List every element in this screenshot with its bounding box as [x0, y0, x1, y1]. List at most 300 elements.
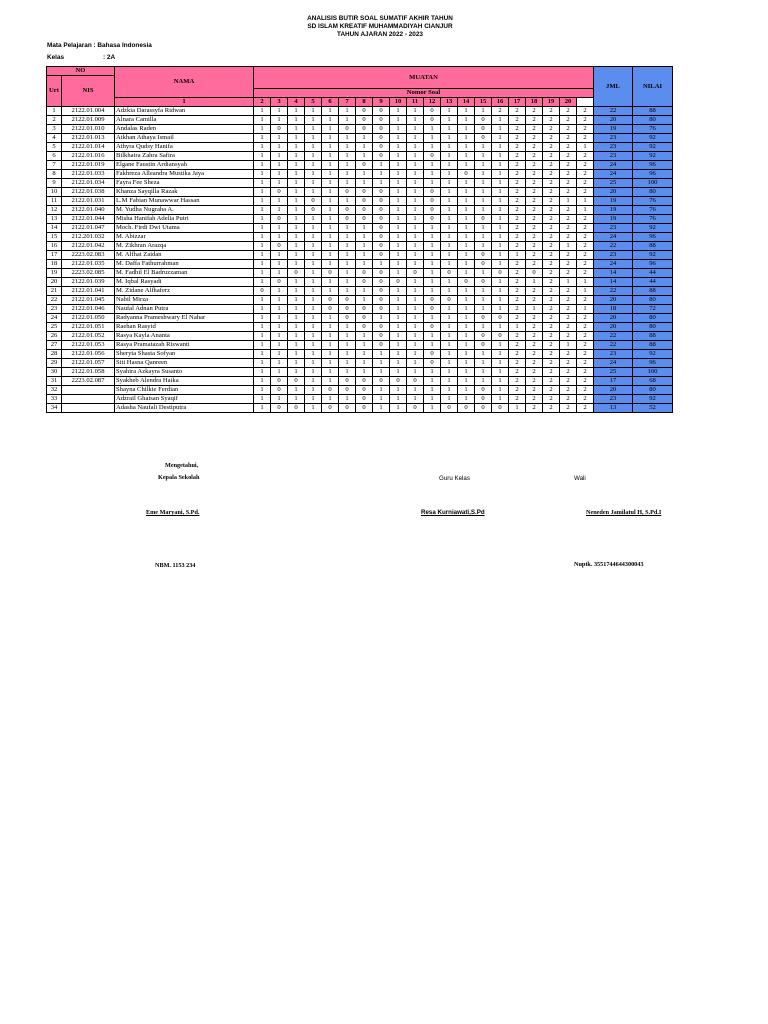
cell-score-q9: 1	[390, 197, 407, 206]
cell-score-q14: 1	[475, 269, 492, 278]
question-number-row	[47, 98, 673, 107]
cell-score-q2: 1	[271, 116, 288, 125]
cell-score-q10: 1	[407, 305, 424, 314]
cell-score-q14: 0	[475, 278, 492, 287]
cell-score-q16: 2	[509, 287, 526, 296]
cell-score-q15: 1	[492, 323, 509, 332]
cell-score-q11: 1	[424, 368, 441, 377]
cell-score-q5: 1	[322, 233, 339, 242]
cell-score-q9: 1	[390, 206, 407, 215]
cell-nis: 2122.01.051	[62, 323, 115, 332]
cell-score-q9: 1	[390, 260, 407, 269]
cell-score-q17: 2	[526, 116, 543, 125]
cell-score-q18: 2	[543, 179, 560, 188]
cell-score-q15: 1	[492, 197, 509, 206]
cell-score-q10: 1	[407, 170, 424, 179]
cell-nama: Andalas Raden	[115, 125, 254, 134]
cell-score-q10: 1	[407, 215, 424, 224]
cell-score-q17: 2	[526, 332, 543, 341]
cell-score-q11: 0	[424, 107, 441, 116]
cell-score-q1: 1	[254, 386, 271, 395]
cell-urt: 28	[47, 350, 62, 359]
table-row	[47, 206, 673, 215]
cell-score-q16: 2	[509, 224, 526, 233]
table-row	[47, 251, 673, 260]
cell-score-q18: 2	[543, 242, 560, 251]
cell-score-q6: 0	[339, 206, 356, 215]
cell-nis: 2223.02.085	[62, 269, 115, 278]
cell-score-q6: 1	[339, 332, 356, 341]
cell-score-q18: 2	[543, 359, 560, 368]
question-number-18: 18	[526, 98, 543, 107]
cell-score-q17: 2	[526, 170, 543, 179]
cell-score-q9: 1	[390, 287, 407, 296]
cell-score-q13: 1	[458, 242, 475, 251]
cell-score-q9: 1	[390, 314, 407, 323]
cell-score-q5: 1	[322, 359, 339, 368]
cell-score-q15: 1	[492, 386, 509, 395]
question-number-11: 11	[407, 98, 424, 107]
col-urt-header: Urt	[47, 76, 62, 107]
cell-score-q7: 0	[356, 188, 373, 197]
cell-score-q2: 1	[271, 170, 288, 179]
cell-score-q13: 1	[458, 395, 475, 404]
cell-jml: 24	[594, 359, 633, 368]
cell-score-q4: 1	[305, 215, 322, 224]
cell-score-q6: 1	[339, 251, 356, 260]
cell-score-q5: 1	[322, 197, 339, 206]
cell-score-q3: 0	[288, 404, 305, 413]
cell-score-q10: 0	[407, 404, 424, 413]
cell-score-q10: 1	[407, 386, 424, 395]
cell-score-q10: 1	[407, 188, 424, 197]
cell-score-q13: 1	[458, 188, 475, 197]
cell-score-q7: 0	[356, 305, 373, 314]
cell-score-q18: 2	[543, 305, 560, 314]
cell-score-q16: 2	[509, 305, 526, 314]
cell-score-q17: 2	[526, 287, 543, 296]
cell-score-q8: 0	[373, 287, 390, 296]
cell-score-q6: 1	[339, 134, 356, 143]
cell-score-q17: 2	[526, 368, 543, 377]
cell-nama: M. Alfhat Zaidan	[115, 251, 254, 260]
cell-nis: 2122.01.016	[62, 152, 115, 161]
cell-score-q13: 1	[458, 350, 475, 359]
cell-score-q15: 1	[492, 152, 509, 161]
cell-score-q16: 1	[509, 404, 526, 413]
cell-score-q15: 1	[492, 341, 509, 350]
cell-nama: Misha Hanifah Adelia Putri	[115, 215, 254, 224]
cell-nama: Naufal Adnan Putra	[115, 305, 254, 314]
cell-score-q5: 1	[322, 368, 339, 377]
question-number-13: 13	[441, 98, 458, 107]
cell-score-q20: 2	[577, 107, 594, 116]
cell-score-q9: 0	[390, 278, 407, 287]
cell-nis: 2223.02.083	[62, 251, 115, 260]
cell-score-q20: 2	[577, 404, 594, 413]
cell-score-q14: 1	[475, 287, 492, 296]
cell-score-q12: 1	[441, 305, 458, 314]
cell-score-q14: 1	[475, 197, 492, 206]
cell-score-q4: 1	[305, 161, 322, 170]
cell-nis: 2122.01.019	[62, 161, 115, 170]
table-row	[47, 242, 673, 251]
cell-score-q5: 1	[322, 116, 339, 125]
cell-score-q13: 1	[458, 215, 475, 224]
cell-score-q8: 0	[373, 107, 390, 116]
cell-score-q6: 1	[339, 170, 356, 179]
cell-score-q5: 1	[322, 170, 339, 179]
cell-score-q1: 1	[254, 377, 271, 386]
cell-score-q8: 0	[373, 116, 390, 125]
title-line-2: SD ISLAM KREATIF MUHAMMADIYAH CIANJUR	[307, 23, 453, 30]
cell-score-q7: 0	[356, 116, 373, 125]
cell-score-q9: 1	[390, 350, 407, 359]
cell-score-q3: 1	[288, 368, 305, 377]
cell-nis: 2122.01.057	[62, 359, 115, 368]
cell-score-q2: 0	[271, 125, 288, 134]
cell-score-q17: 2	[526, 107, 543, 116]
cell-score-q1: 1	[254, 233, 271, 242]
cell-score-q19: 2	[560, 188, 577, 197]
cell-score-q3: 1	[288, 350, 305, 359]
cell-nilai: 88	[633, 287, 673, 296]
cell-urt: 20	[47, 278, 62, 287]
cell-score-q15: 1	[492, 350, 509, 359]
cell-score-q4: 1	[305, 287, 322, 296]
cell-score-q17: 2	[526, 251, 543, 260]
cell-score-q12: 1	[441, 287, 458, 296]
cell-score-q10: 1	[407, 197, 424, 206]
cell-score-q16: 2	[509, 188, 526, 197]
cell-score-q12: 1	[441, 377, 458, 386]
cell-score-q10: 1	[407, 251, 424, 260]
cell-score-q7: 1	[356, 170, 373, 179]
cell-score-q1: 1	[254, 350, 271, 359]
cell-score-q18: 2	[543, 368, 560, 377]
cell-score-q12: 1	[441, 395, 458, 404]
cell-score-q8: 1	[373, 395, 390, 404]
cell-score-q17: 2	[526, 242, 543, 251]
cell-score-q18: 2	[543, 206, 560, 215]
cell-score-q3: 1	[288, 161, 305, 170]
cell-score-q9: 1	[390, 143, 407, 152]
cell-score-q5: 1	[322, 341, 339, 350]
cell-score-q10: 1	[407, 161, 424, 170]
cell-nis	[62, 386, 115, 395]
cell-score-q5: 1	[322, 224, 339, 233]
cell-score-q13: 0	[458, 278, 475, 287]
cell-score-q17: 2	[526, 215, 543, 224]
cell-score-q16: 1	[509, 323, 526, 332]
cell-score-q3: 1	[288, 386, 305, 395]
cell-score-q10: 1	[407, 296, 424, 305]
cell-score-q3: 1	[288, 341, 305, 350]
cell-nilai: 92	[633, 134, 673, 143]
cell-score-q7: 0	[356, 314, 373, 323]
cell-score-q7: 0	[356, 125, 373, 134]
cell-score-q11: 1	[424, 251, 441, 260]
cell-score-q11: 0	[424, 296, 441, 305]
cell-score-q1: 1	[254, 269, 271, 278]
cell-score-q13: 1	[458, 323, 475, 332]
cell-nilai: 76	[633, 125, 673, 134]
cell-score-q19: 2	[560, 215, 577, 224]
cell-score-q4: 1	[305, 386, 322, 395]
cell-score-q8: 0	[373, 134, 390, 143]
cell-score-q19: 2	[560, 233, 577, 242]
cell-nis: 2122.01.056	[62, 350, 115, 359]
cell-score-q11: 1	[424, 404, 441, 413]
cell-score-q11: 1	[424, 170, 441, 179]
cell-score-q9: 1	[390, 395, 407, 404]
cell-score-q11: 0	[424, 188, 441, 197]
cell-score-q13: 1	[458, 107, 475, 116]
cell-score-q15: 1	[492, 134, 509, 143]
question-number-17: 17	[509, 98, 526, 107]
cell-score-q2: 1	[271, 179, 288, 188]
cell-score-q15: 1	[492, 116, 509, 125]
cell-score-q17: 2	[526, 341, 543, 350]
table-row	[47, 107, 673, 116]
cell-score-q3: 1	[288, 224, 305, 233]
cell-score-q2: 1	[271, 314, 288, 323]
cell-nilai: 76	[633, 206, 673, 215]
cell-jml: 24	[594, 260, 633, 269]
cell-score-q14: 0	[475, 116, 492, 125]
cell-score-q14: 1	[475, 170, 492, 179]
cell-nilai: 100	[633, 368, 673, 377]
cell-score-q8: 1	[373, 386, 390, 395]
cell-jml: 23	[594, 143, 633, 152]
cell-score-q2: 1	[271, 197, 288, 206]
cell-score-q7: 1	[356, 359, 373, 368]
cell-urt: 24	[47, 314, 62, 323]
cell-score-q18: 2	[543, 107, 560, 116]
cell-score-q17: 2	[526, 179, 543, 188]
cell-score-q7: 1	[356, 179, 373, 188]
cell-score-q20: 1	[577, 143, 594, 152]
cell-nilai: 88	[633, 242, 673, 251]
table-row	[47, 161, 673, 170]
cell-score-q14: 0	[475, 332, 492, 341]
cell-score-q3: 1	[288, 359, 305, 368]
cell-score-q3: 1	[288, 143, 305, 152]
cell-score-q16: 2	[509, 341, 526, 350]
cell-jml: 22	[594, 287, 633, 296]
table-row	[47, 260, 673, 269]
table-row	[47, 278, 673, 287]
cell-score-q20: 2	[577, 152, 594, 161]
cell-score-q16: 2	[509, 215, 526, 224]
cell-nama: Shayna Chilkie Ferdian	[115, 386, 254, 395]
cell-score-q5: 0	[322, 269, 339, 278]
cell-score-q9: 1	[390, 107, 407, 116]
cell-score-q6: 0	[339, 314, 356, 323]
cell-score-q11: 0	[424, 206, 441, 215]
cell-score-q16: 2	[509, 125, 526, 134]
cell-urt: 4	[47, 134, 62, 143]
cell-urt: 33	[47, 395, 62, 404]
cell-score-q11: 1	[424, 341, 441, 350]
cell-score-q1: 1	[254, 332, 271, 341]
cell-score-q7: 1	[356, 134, 373, 143]
cell-score-q2: 1	[271, 224, 288, 233]
cell-score-q9: 1	[390, 359, 407, 368]
cell-jml: 20	[594, 386, 633, 395]
cell-score-q4: 0	[305, 197, 322, 206]
nuptk-number: Nuptk. 3551744644300043	[574, 561, 644, 568]
cell-score-q3: 1	[288, 107, 305, 116]
cell-score-q17: 2	[526, 233, 543, 242]
cell-nilai: 96	[633, 359, 673, 368]
cell-urt: 17	[47, 251, 62, 260]
cell-score-q17: 2	[526, 359, 543, 368]
cell-score-q5: 1	[322, 206, 339, 215]
cell-score-q19: 2	[560, 314, 577, 323]
cell-score-q16: 2	[509, 107, 526, 116]
cell-score-q16: 2	[509, 368, 526, 377]
cell-score-q3: 1	[288, 116, 305, 125]
cell-score-q9: 1	[390, 368, 407, 377]
cell-score-q5: 0	[322, 404, 339, 413]
cell-jml: 20	[594, 296, 633, 305]
cell-score-q18: 2	[543, 125, 560, 134]
cell-score-q5: 1	[322, 332, 339, 341]
cell-score-q20: 2	[577, 323, 594, 332]
cell-nilai: 80	[633, 116, 673, 125]
table-row	[47, 395, 673, 404]
cell-score-q15: 1	[492, 161, 509, 170]
cell-nilai: 44	[633, 278, 673, 287]
cell-score-q3: 0	[288, 377, 305, 386]
cell-score-q1: 1	[254, 359, 271, 368]
cell-score-q11: 0	[424, 152, 441, 161]
cell-score-q19: 2	[560, 179, 577, 188]
cell-score-q14: 1	[475, 350, 492, 359]
cell-score-q4: 1	[305, 233, 322, 242]
cell-score-q20: 1	[577, 287, 594, 296]
cell-score-q19: 2	[560, 143, 577, 152]
cell-score-q19: 2	[560, 116, 577, 125]
cell-nis	[62, 395, 115, 404]
col-nis-header: NIS	[62, 76, 115, 107]
cell-score-q2: 0	[271, 215, 288, 224]
cell-score-q5: 1	[322, 323, 339, 332]
cell-score-q4: 1	[305, 170, 322, 179]
cell-score-q8: 0	[373, 305, 390, 314]
cell-score-q12: 1	[441, 125, 458, 134]
cell-score-q8: 0	[373, 341, 390, 350]
cell-score-q4: 1	[305, 296, 322, 305]
cell-score-q16: 2	[509, 206, 526, 215]
cell-score-q19: 2	[560, 161, 577, 170]
cell-score-q3: 1	[288, 170, 305, 179]
cell-score-q11: 1	[424, 314, 441, 323]
cell-score-q10: 1	[407, 287, 424, 296]
cell-jml: 23	[594, 224, 633, 233]
cell-jml: 25	[594, 179, 633, 188]
cell-score-q8: 0	[373, 197, 390, 206]
cell-score-q11: 1	[424, 377, 441, 386]
cell-nis: 2122.01.046	[62, 305, 115, 314]
cell-nilai: 52	[633, 404, 673, 413]
cell-score-q4: 1	[305, 350, 322, 359]
cell-score-q13: 1	[458, 341, 475, 350]
cell-score-q6: 1	[339, 233, 356, 242]
question-number-4: 4	[288, 98, 305, 107]
cell-score-q12: 1	[441, 134, 458, 143]
cell-score-q19: 2	[560, 359, 577, 368]
cell-jml: 23	[594, 395, 633, 404]
cell-score-q3: 1	[288, 197, 305, 206]
cell-nis: 2122.01.031	[62, 197, 115, 206]
cell-score-q13: 1	[458, 161, 475, 170]
cell-jml: 23	[594, 134, 633, 143]
cell-score-q13: 1	[458, 125, 475, 134]
cell-nis: 2122.01.040	[62, 206, 115, 215]
cell-score-q20: 2	[577, 116, 594, 125]
cell-urt: 6	[47, 152, 62, 161]
cell-score-q20: 2	[577, 215, 594, 224]
cell-score-q4: 1	[305, 314, 322, 323]
cell-score-q7: 0	[356, 197, 373, 206]
cell-nis: 2122.01.053	[62, 341, 115, 350]
cell-nama: Radyanna Prameshwary El Nahar	[115, 314, 254, 323]
cell-score-q19: 2	[560, 251, 577, 260]
cell-score-q3: 1	[288, 179, 305, 188]
cell-score-q14: 0	[475, 341, 492, 350]
cell-score-q12: 1	[441, 152, 458, 161]
cell-nilai: 72	[633, 305, 673, 314]
cell-score-q5: 1	[322, 143, 339, 152]
cell-score-q7: 0	[356, 215, 373, 224]
cell-score-q16: 2	[509, 161, 526, 170]
cell-score-q11: 1	[424, 278, 441, 287]
cell-score-q5: 1	[322, 179, 339, 188]
cell-jml: 20	[594, 323, 633, 332]
cell-nis: 2122.01.041	[62, 287, 115, 296]
cell-score-q9: 1	[390, 242, 407, 251]
cell-nilai: 92	[633, 152, 673, 161]
table-row	[47, 179, 673, 188]
cell-score-q6: 1	[339, 395, 356, 404]
cell-score-q8: 0	[373, 332, 390, 341]
cell-score-q13: 1	[458, 206, 475, 215]
cell-score-q1: 1	[254, 143, 271, 152]
cell-score-q2: 1	[271, 359, 288, 368]
cell-score-q18: 2	[543, 197, 560, 206]
cell-score-q17: 2	[526, 143, 543, 152]
cell-score-q19: 2	[560, 134, 577, 143]
cell-score-q16: 2	[509, 350, 526, 359]
cell-score-q11: 1	[424, 242, 441, 251]
cell-score-q17: 2	[526, 404, 543, 413]
cell-score-q13: 1	[458, 296, 475, 305]
table-row	[47, 269, 673, 278]
question-number-10: 10	[390, 98, 407, 107]
cell-score-q10: 1	[407, 332, 424, 341]
cell-nama: M. Yudha Nugraha A.	[115, 206, 254, 215]
question-number-15: 15	[475, 98, 492, 107]
cell-score-q14: 1	[475, 206, 492, 215]
cell-score-q12: 1	[441, 350, 458, 359]
cell-score-q1: 1	[254, 152, 271, 161]
cell-score-q14: 1	[475, 305, 492, 314]
cell-score-q9: 1	[390, 215, 407, 224]
cell-score-q17: 2	[526, 350, 543, 359]
cell-score-q10: 1	[407, 395, 424, 404]
